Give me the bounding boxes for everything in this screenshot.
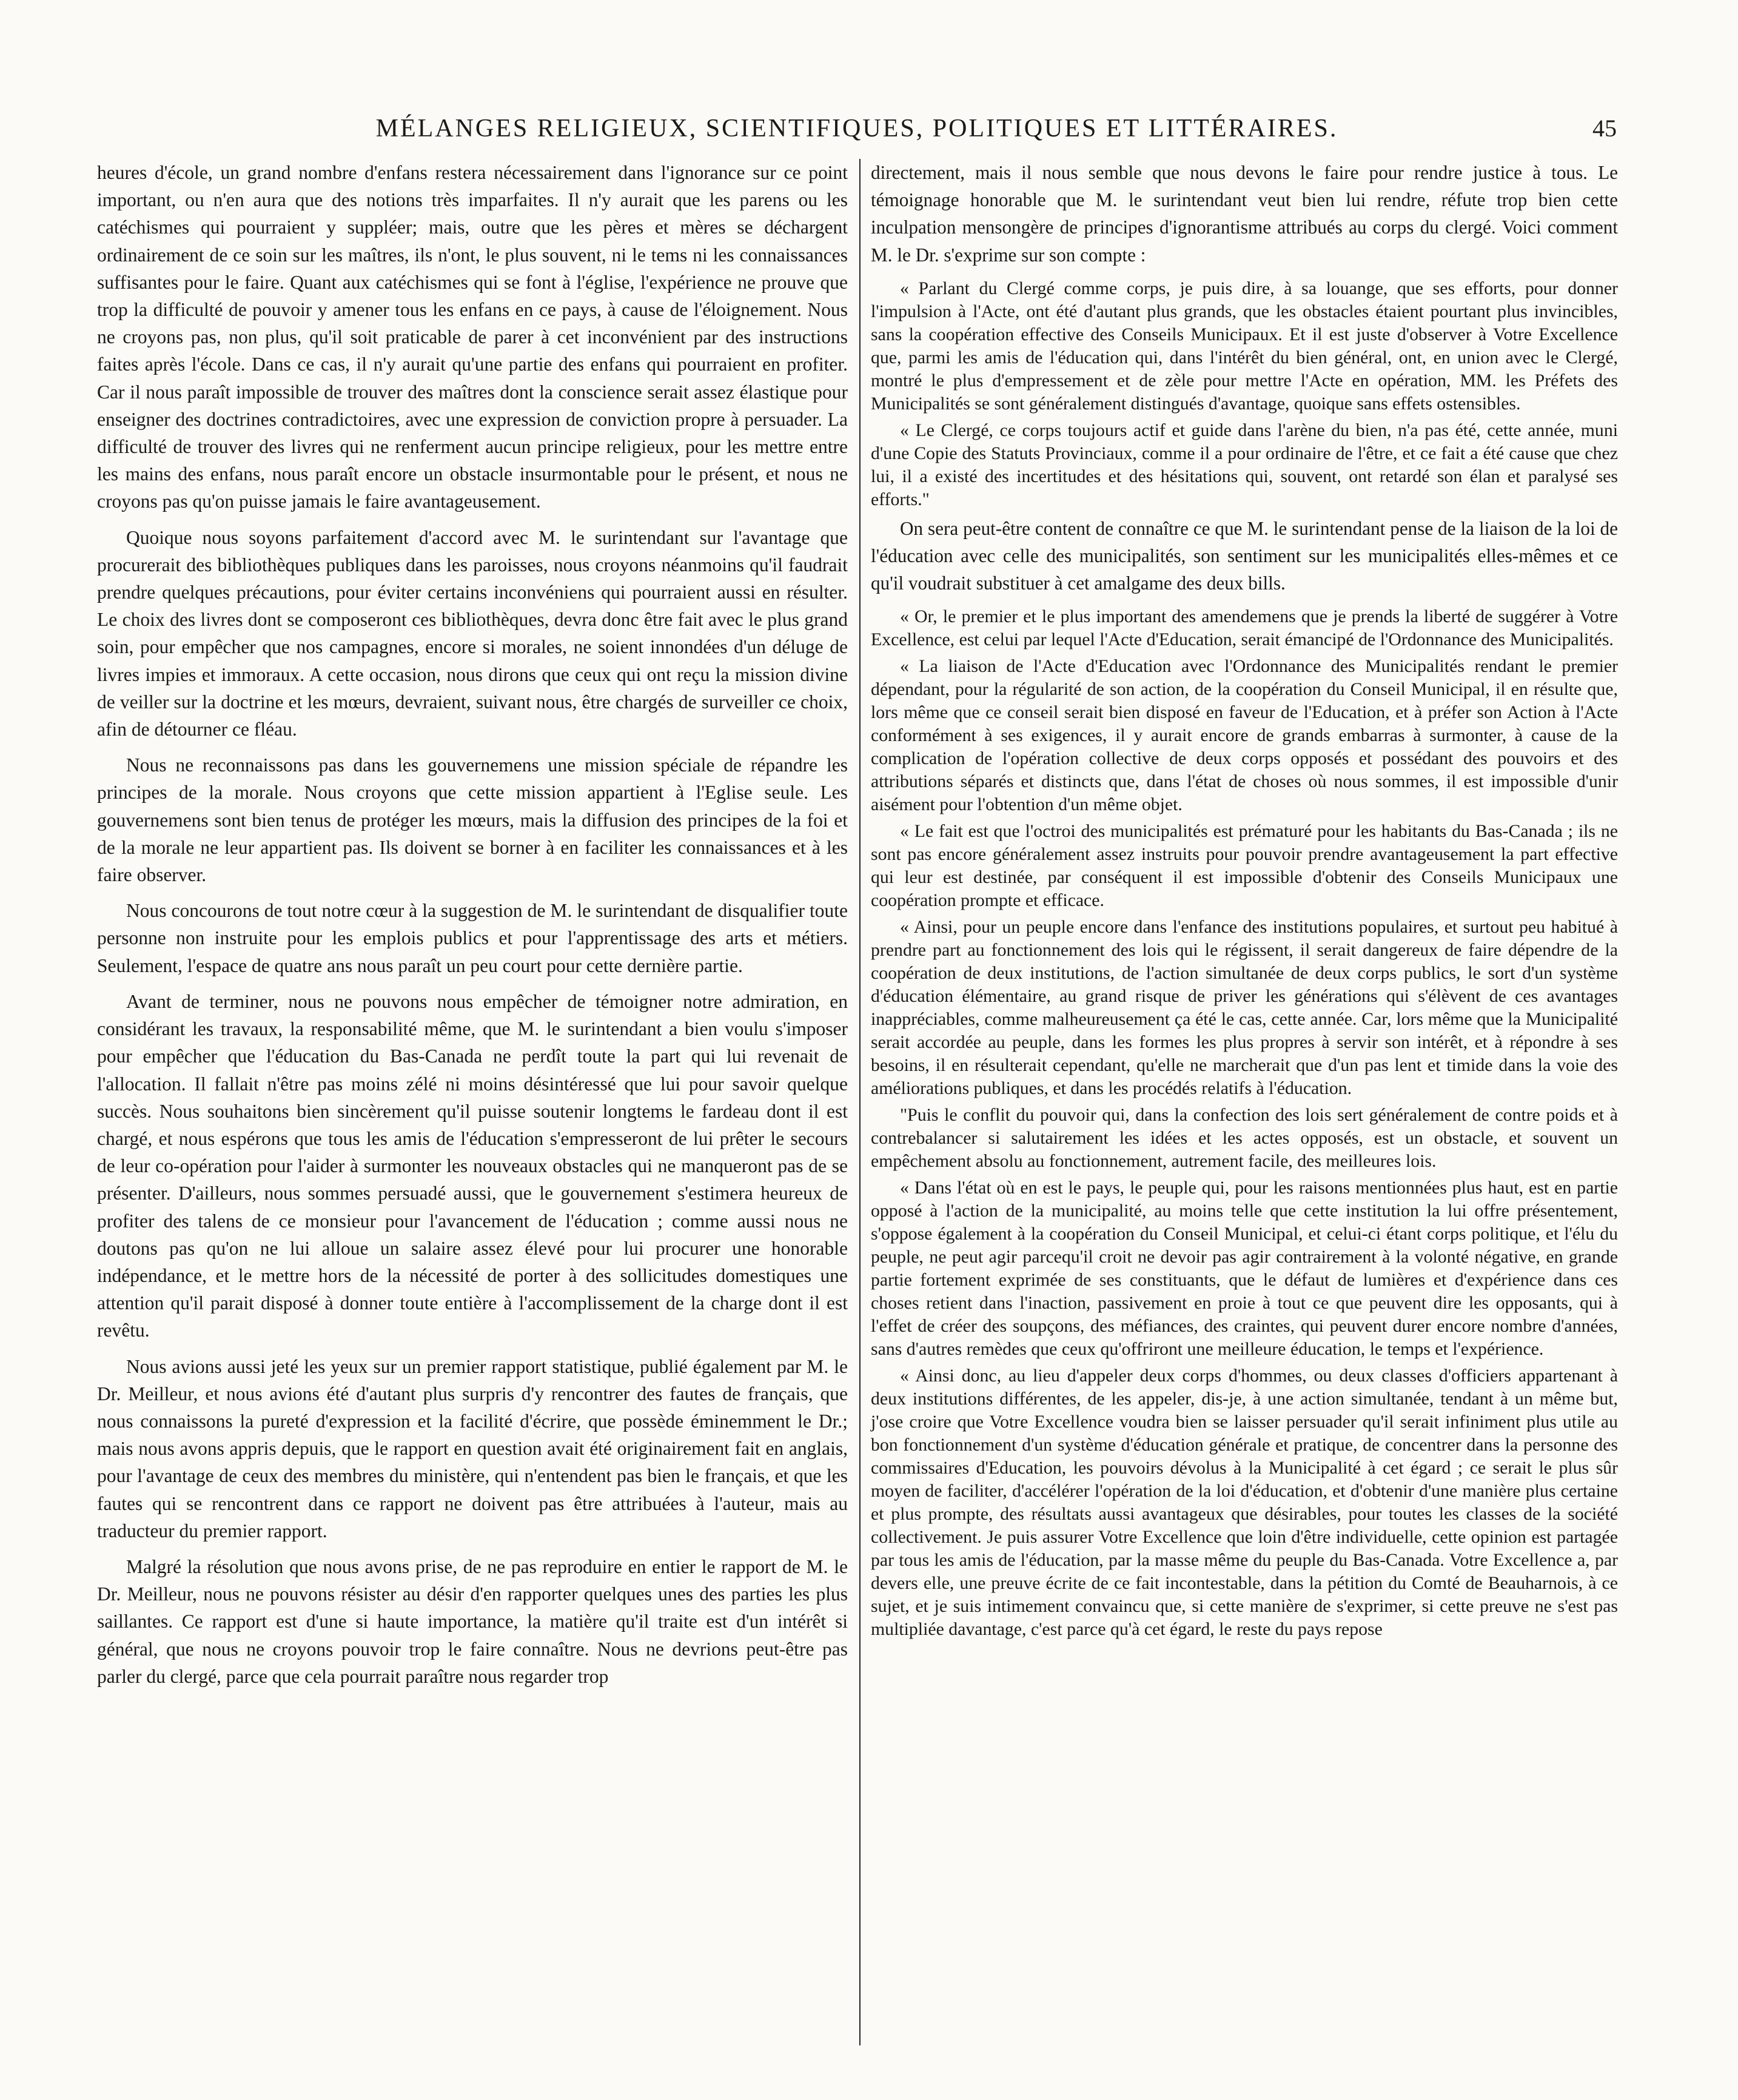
left-paragraph-6: Nous avions aussi jeté les yeux sur un premier rapport statistique, publié également par M. le Dr. Meilleur, et nous avions été d'autant plus surpris d'y rencontrer des fautes de français, que nous connaissons la pureté d'expression et la facilité d'écrire, que possède éminemment le Dr.; mais nous avons appris depuis, que le rapport en question avait été originairement fait en anglais, pour l'avantage de ceux des membres du ministère, qui n'entendent pas bien le français, et que les fautes qui se rencontrent dans ce rapport ne doivent pas être attribuées à l'auteur, mais au traducteur du premier rapport.: [97, 1355, 848, 1541]
quote-paragraph-8: « Dans l'état où en est le pays, le peuple qui, pour les raisons mentionnées plus haut, est en partie opposé à l'action de la municipalité, au moins telle que cette institution la lui offre présentement, s'oppose également à la coopération du Conseil Municipal, et celui-ci étant corps politique, et l'élu du peuple, ne peut agir parcequ'il croit ne devoir pas agir contrairement à la volonté négative, en grande partie fortement exprimée de ses constituants, que le défaut de lumières et d'expérience dans ces choses retient dans l'inaction, passivement en proie à tout ce que peuvent dire les opposants, qui à l'effet de créer des soupçons, des méfiances, des craintes, qui peuvent durer encore nombre d'années, sans d'autres remèdes que ceux qu'offriront une meilleure éducation, le temps et l'expérience.: [871, 1178, 1618, 1360]
right-column: [871, 159, 1618, 2045]
quote-paragraph-6: « Ainsi, pour un peuple encore dans l'enfance des institutions populaires, et surtout peu habitué à prendre part au fonctionnement des lois qui le régissent, il serait dangereux de faire dépendre de la coopération de deux institutions, de l'action simultanée de deux corps publics, le sort d'un système d'éducation élémentaire, au grand risque de priver les générations qui s'élèvent de ces avantages inappréciables, comme malheureusement ça été le cas, cette année. Car, lors même que la Municipalité serait accordée au peuple, dans les formes les plus propres à servir son intérêt, et à répondre à ses besoins, il en résulterait cependant, qu'elle ne marcherait que d'un pas lent et timide dans la voie des améliorations publiques, et dans les procédés relatifs à l'éducation.: [871, 917, 1618, 1099]
right-paragraph-1: directement, mais il nous semble que nous devons le faire pour rendre justice à tous. Le témoignage honorable que M. le surintendant veut bien lui rendre, réfute trop bien cette inculpation mensongère de principes d'ignorantisme attribués au corps du clergé. Voici comment M. le Dr. s'exprime sur son compte :: [871, 162, 1618, 266]
quote-paragraph-9: « Ainsi donc, au lieu d'appeler deux corps d'hommes, ou deux classes d'officiers appartenant à deux institutions différentes, de les appeler, dis-je, à une action simultanée, tendant à un même but, j'ose croire que Votre Excellence voudra bien se laisser persuader qu'il serait infiniment plus utile au bon fonctionnement d'un système d'éducation générale et pratique, de concentrer dans la personne des commissaires d'Education, les pouvoirs dévolus à la Municipalité à cet égard ; ce serait le plus sûr moyen de faciliter, d'accélérer l'opération de la loi d'éducation, et d'obtenir d'une manière plus certaine et plus prompte, des résultats aussi avantageux que désirables, pour toutes les classes de la société collectivement. Je puis assurer Votre Excellence que loin d'être individuelle, cette opinion est partagée par tous les amis de l'éducation, par la masse même du peuple du Bas-Canada. Votre Excellence a, par devers elle, une preuve écrite de ce fait incontestable, dans la pétition du Comté de Beauharnois, à ce sujet, et je suis intimement convaincu que, si cette manière de s'exprimer, si cette preuve ne s'est pas multipliée davantage, c'est parce qu'à cet égard, le reste du pays repose: [871, 1366, 1618, 1640]
left-paragraph-3: Nous ne reconnaissons pas dans les gouvernemens une mission spéciale de répandre les principes de la morale. Nous croyons que cette mission appartient à l'Eglise seule. Les gouvernemens sont bien tenus de protéger les mœurs, mais la diffusion des principes de la foi et de la morale ne leur appartient pas. Ils doivent se borner à en faciliter les connaissances et à les faire observer.: [97, 754, 848, 886]
column-divider: [859, 159, 861, 2045]
page-header: [97, 114, 1617, 150]
quote-paragraph-2: « Le Clergé, ce corps toujours actif et guide dans l'arène du bien, n'a pas été, cette année, muni d'une Copie des Statuts Provinciaux, comme il a pour ordinaire de l'être, et ce fait a été cause que chez lui, il a existé des incertitudes et des hésitations qui, souvent, ont retardé son élan et paralysé ses efforts.": [871, 420, 1618, 509]
quote-paragraph-5: « Le fait est que l'octroi des municipalités est prématuré pour les habitants du Bas-Canada ; ils ne sont pas encore généralement assez instruits pour pouvoir prendre avantageusement la part effective qui leur est destinée, par conséquent il est impossible d'obtenir des Conseils Municipaux une coopération prompte et efficace.: [871, 821, 1618, 911]
left-paragraph-7: Malgré la résolution que nous avons prise, de ne pas reproduire en entier le rapport de M. le Dr. Meilleur, nous ne pouvons résister au désir d'en rapporter quelques unes des parties les plus saillantes. Ce rapport est d'une si haute importance, la matière qu'il traite est d'un intérêt si général, que nous ne croyons pouvoir trop le faire connaître. Nous ne devrions peut-être pas parler du clergé, parce que cela pourrait paraître nous regarder trop: [97, 1555, 848, 1687]
left-paragraph-5: Avant de terminer, nous ne pouvons nous empêcher de témoigner notre admiration, en considérant les travaux, la responsabilité même, que M. le surintendant a bien voulu s'imposer pour empêcher que l'éducation du Bas-Canada ne perdît toute la part qui lui revenait de l'allocation. Il fallait n'être pas moins zélé ni moins désintéressé que lui pour savoir quelque succès. Nous souhaitons bien sincèrement qu'il puisse soutenir longtems le fardeau dont il est chargé, et nous espérons que tous les amis de l'éducation s'empresseront de lui prêter le secours de leur co-opération pour l'aider à surmonter les nouveaux obstacles qui ne manqueront pas de se présenter. D'ailleurs, nous sommes persuadé aussi, que le gouvernement s'estimera heureux de profiter des talens de ce monsieur pour l'avancement de l'éducation ; comme aussi nous ne doutons pas qu'on ne lui alloue un salaire assez élevé pour lui procurer une honorable indépendance, et le mettre hors de la nécessité de porter à des sollicitudes domestiques une attention qu'il parait disposé à donner toute entière à l'accomplissement de la charge dont il est revêtu.: [97, 990, 848, 1341]
left-column: [97, 159, 848, 2045]
left-paragraph-4: Nous concourons de tout notre cœur à la suggestion de M. le surintendant de disqualifier toute personne non instruite pour les emplois publics et pour l'apprentissage des arts et métiers. Seulement, l'espace de quatre ans nous paraît un peu court pour cette dernière partie.: [97, 900, 848, 976]
page-number: 45: [1592, 115, 1617, 142]
left-paragraph-1: heures d'école, un grand nombre d'enfans restera nécessairement dans l'ignorance sur ce point important, ou n'en aura que des notions très imparfaites. Il n'y aurait que les parens ou les catéchismes qui pourraient y suppléer; mais, outre que les pères et mères se déchargent ordinairement de ce soin sur les maîtres, ils n'ont, le plus souvent, ni le tems ni les connaissances suffisantes pour le faire. Quant aux catéchismes qui se font à l'église, l'expérience ne prouve que trop la difficulté de pouvoir y amener tous les enfans en ce pays, à cause de l'éloignement. Nous ne croyons pas, non plus, qu'il soit praticable de parer à cet inconvénient par des instructions faites après l'école. Dans ce cas, il n'y aurait qu'une partie des enfans qui pourraient en profiter. Car il nous paraît impossible de trouver des maîtres dont la conscience serait assez élastique pour enseigner des doctrines contradictoires, avec une expression de conviction propre à persuader. La difficulté de trouver des livres qui ne renferment aucun principe religieux, pour les mettre entre les mains des enfans, nous paraît encore un obstacle insurmontable pour le présent, et nous ne croyons pas qu'on puisse jamais le faire avantageusement.: [97, 162, 848, 512]
quote-paragraph-1: « Parlant du Clergé comme corps, je puis dire, à sa louange, que ses efforts, pour donner l'impulsion à l'Acte, ont été d'autant plus grands, que les obstacles étaient pourtant plus invincibles, sans la coopération effective des Conseils Municipaux. Et il est juste d'observer à Votre Excellence que, parmi les amis de l'éducation qui, dans l'intérêt du bien général, ont, en union avec le Clergé, montré le plus d'empressement et de zèle pour mettre l'Acte en opération, MM. les Préfets des Municipalités se sont généralement distingués d'avantage, quoique sans effets ostensibles.: [871, 278, 1618, 414]
left-paragraph-2: Quoique nous soyons parfaitement d'accord avec M. le surintendant sur l'avantage que procurerait des bibliothèques publiques dans les paroisses, nous croyons néanmoins qu'il faudrait prendre quelques précautions, pour éviter certains inconvéniens qui pourraient aussi en résulter. Le choix des livres dont se composeront ces bibliothèques, devra donc être fait avec le plus grand soin, pour empêcher que nos campagnes, encore si morales, ne soient innondées d'un déluge de livres impies et immoraux. A cette occasion, nous dirons que ceux qui ont reçu la mission divine de veiller sur la doctrine et les mœurs, devraient, suivant nous, être chargés de surveiller ce choix, afin de détourner ce fléau.: [97, 526, 848, 740]
quote-paragraph-7: "Puis le conflit du pouvoir qui, dans la confection des lois sert généralement de contre poids et à contrebalancer si salutairement les idées et les actes opposés, est un obstacle, et souvent un empêchement absolu au fonctionnement, autrement facile, des meilleures lois.: [871, 1105, 1618, 1172]
right-paragraph-2: On sera peut-être content de connaître ce que M. le surintendant pense de la liaison de la loi de l'éducation avec celle des municipalités, son sentiment sur les municipalités elles-mêmes et ce qu'il voudrait substituer à cet amalgame des deux bills.: [871, 517, 1618, 594]
quote-paragraph-4: « La liaison de l'Acte d'Education avec l'Ordonnance des Municipalités rendant le premier dépendant, pour la régularité de son action, de la coopération du Conseil Municipal, il en résulte que, lors même que ce conseil serait bien disposé en faveur de l'Education, et à préfer son Action à l'Acte conformément à ses exigences, il y aurait encore de grands embarras à surmonter, à cause de la complication de l'opération collective de deux corps opposés et possédant des pouvoirs et des attributions séparés et distincts que, dans l'état de choses où nous sommes, il est impossible d'unir aisément pour l'obtention d'un même objet.: [871, 656, 1618, 815]
quote-paragraph-3: « Or, le premier et le plus important des amendemens que je prends la liberté de suggérer à Votre Excellence, est celui par lequel l'Acte d'Education, serait émancipé de l'Ordonnance des Municipalités.: [871, 606, 1618, 650]
running-title: MÉLANGES RELIGIEUX, SCIENTIFIQUES, POLITIQUES ET LITTÉRAIRES.: [375, 115, 1338, 143]
